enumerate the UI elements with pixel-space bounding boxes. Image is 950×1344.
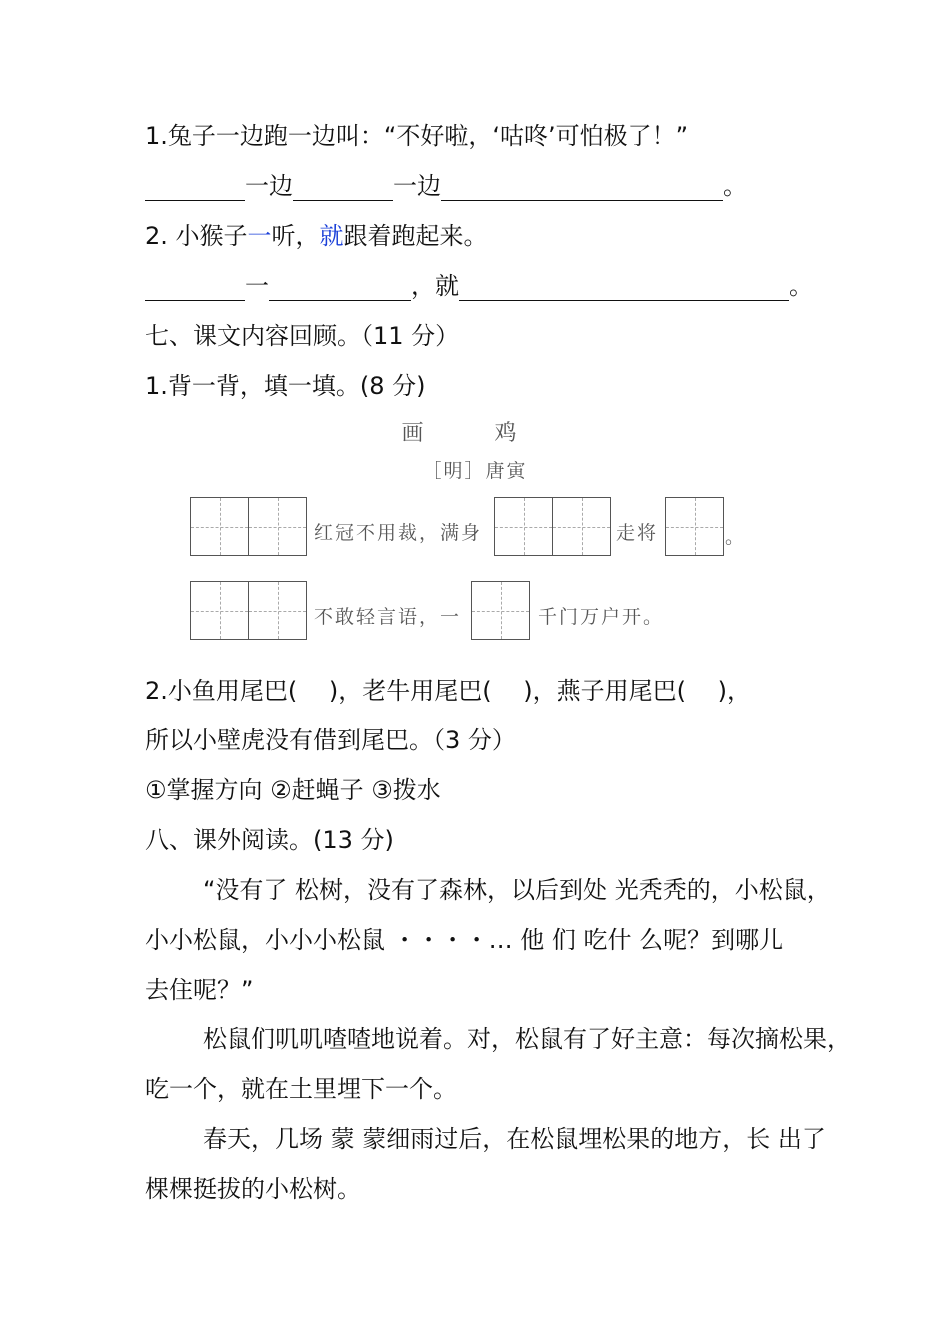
q6-item1-fill-row <box>145 166 747 201</box>
answer-blank[interactable] <box>293 174 393 201</box>
answer-blank[interactable] <box>459 274 789 301</box>
grid-cell[interactable] <box>495 498 552 555</box>
grid-cell[interactable] <box>191 582 248 639</box>
paragraph-line: 春天，几场 蒙 蒙细雨过后，在松鼠埋松果的地方，长 出了 <box>203 1125 826 1153</box>
fill-text: ，就 <box>411 272 459 300</box>
poem-line1-a: 红冠不用裁，满身 <box>314 522 483 544</box>
tianzige-box-2[interactable] <box>190 497 307 556</box>
q7-sub2-line2: 所以小壁虎没有借到尾巴。（3 分） <box>145 726 516 754</box>
poem-line2-a: 不敢轻言语，一 <box>314 606 462 628</box>
poem-title: 画 鸡 <box>401 421 549 446</box>
q7-sub2-line1: 2.小鱼用尾巴( )，老牛用尾巴( )，燕子用尾巴( )， <box>145 677 751 705</box>
q8-heading: 八、课外阅读。(13 分) <box>145 826 394 854</box>
paragraph-line: 棵棵挺拔的小松树。 <box>145 1175 361 1203</box>
fill-end: 。 <box>789 272 813 300</box>
grid-cell[interactable] <box>248 498 306 555</box>
text: 听， <box>271 222 320 250</box>
tianzige-box-2[interactable] <box>190 581 307 640</box>
fill-end: 。 <box>723 172 747 200</box>
q6-item2 <box>145 216 488 251</box>
paragraph-line: 去住呢？” <box>145 976 254 1004</box>
poem-line1-end: 。 <box>725 526 747 548</box>
q7-options: ①掌握方向 ②赶蝇子 ③拨水 <box>145 776 441 804</box>
grid-cell[interactable] <box>191 498 248 555</box>
paragraph-line: 松鼠们叽叽喳喳地说着。对，松鼠有了好主意：每次摘松果， <box>203 1025 851 1053</box>
answer-blank[interactable] <box>269 274 411 301</box>
answer-blank[interactable] <box>145 174 245 201</box>
q7-heading: 七、课文内容回顾。（11 分） <box>145 322 460 350</box>
q6-item2-fill-row <box>145 266 813 301</box>
fill-text: 一边 <box>245 172 293 200</box>
fill-text: 一边 <box>393 172 441 200</box>
text: 2. 小猴子 <box>145 222 248 250</box>
paragraph-line: “没有了 松树，没有了森林，以后到处 光秃秃的，小松鼠， <box>203 876 831 904</box>
highlight-yi: 一 <box>247 222 272 250</box>
grid-cell[interactable] <box>248 582 306 639</box>
paragraph-line: 吃一个，就在土里埋下一个。 <box>145 1075 457 1103</box>
poem-line2-b: 千门万户开。 <box>538 606 665 628</box>
tianzige-box-1[interactable] <box>471 581 530 640</box>
answer-blank[interactable] <box>441 174 723 201</box>
paragraph-line: 小小松鼠，小小小松鼠 ・・・・… 他 们 吃什 么呢？到哪儿 <box>145 926 784 954</box>
tianzige-box-1[interactable] <box>665 497 724 556</box>
grid-cell[interactable] <box>472 582 529 639</box>
highlight-jiu: 就 <box>319 222 344 250</box>
poem-author: ［明］唐寅 <box>422 460 528 482</box>
fill-text: 一 <box>245 272 269 300</box>
answer-blank[interactable] <box>145 274 245 301</box>
q7-sub1: 1.背一背，填一填。(8 分) <box>145 372 426 400</box>
grid-cell[interactable] <box>552 498 610 555</box>
q6-item1: 1.兔子一边跑一边叫：“不好啦，‘咕咚’可怕极了！” <box>145 122 689 150</box>
poem-line1-b: 走将 <box>616 522 659 544</box>
tianzige-box-2[interactable] <box>494 497 611 556</box>
text: 跟着跑起来。 <box>343 222 488 250</box>
grid-cell[interactable] <box>666 498 723 555</box>
